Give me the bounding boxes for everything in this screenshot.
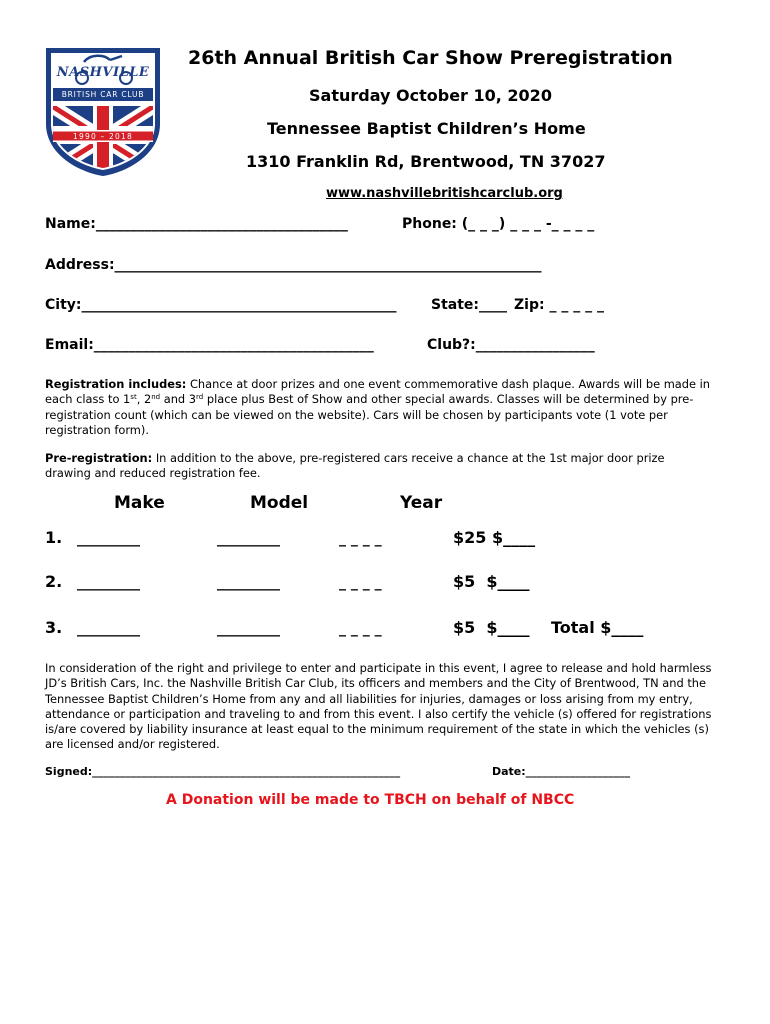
logo-name: NASHVILLE [56,65,150,80]
model-input[interactable]: _________ [217,621,280,637]
preregistration-label: Pre-registration: [45,451,153,465]
registration-text: , 2 [136,392,152,407]
event-date: Saturday October 10, 2020 [309,86,552,105]
donation-note: A Donation will be made to TBCH on behalf of NBCC [166,792,575,808]
zip-field[interactable]: Zip: _ _ _ _ _ [514,297,604,313]
event-venue: Tennessee Baptist Children’s Home [267,119,586,138]
registration-text: and 3 [160,392,197,407]
preregistration-text: In addition to the above, pre-registered cars receive a chance at the 1st major door prize drawing and reduced registration fee. [45,451,665,481]
logo-club-text: BRITISH CAR CLUB [61,90,145,99]
club-field[interactable]: Club?:_________________ [427,337,595,353]
row-number: 2. [45,572,63,591]
preregistration-paragraph [45,451,705,482]
signature-field[interactable]: Signed:________________________________________________________ [45,765,401,778]
date-field[interactable]: Date:___________________ [492,765,631,778]
ordinal-suffix: st [130,393,137,402]
make-input[interactable]: _________ [77,575,140,591]
phone-field[interactable]: Phone: (_ _ _) _ _ _ -_ _ _ _ [402,216,595,232]
year-input[interactable]: _ _ _ _ [339,575,382,591]
column-model: Model [250,493,309,513]
year-input[interactable]: _ _ _ _ [339,621,382,637]
price-field[interactable]: $5 $____ [453,618,530,637]
website-link[interactable]: www.nashvillebritishcarclub.org [326,186,563,201]
address-field[interactable]: Address:_____________________________________________________________ [45,257,542,273]
price-field[interactable]: $25 $____ [453,528,536,547]
make-input[interactable]: _________ [77,621,140,637]
page-title: 26th Annual British Car Show Preregistration [188,47,673,69]
registration-label: Registration includes: [45,377,187,391]
waiver-text: In consideration of the right and privilege to enter and participate in this event, I agree to release and hold harmless JD’s British Cars, Inc. the Nashville British Car Club, its officers and members and the City of Brentwood, TN and the Tennessee Baptist Children’s Home from any and all liabilities for injuries, damages or loss arising from my entry, attendance or participation and traveling to and from this event. I also certify the vehicle (s) offered for registrations is/are covered by liability insurance at least equal to the minimum requirement of the state in which the vehicles (s) are licensed and/or registered. [45,661,712,752]
row-number: 3. [45,618,63,637]
model-input[interactable]: _________ [217,531,280,547]
ordinal-suffix: rd [196,393,204,402]
event-address: 1310 Franklin Rd, Brentwood, TN 37027 [246,152,606,171]
year-input[interactable]: _ _ _ _ [339,531,382,547]
column-year: Year [400,493,443,513]
price-field[interactable]: $5 $____ [453,572,530,591]
registration-paragraph [45,377,735,438]
column-make: Make [114,493,165,513]
city-field[interactable]: City:_____________________________________________ [45,297,397,313]
name-field[interactable]: Name:____________________________________ [45,216,348,232]
total-field[interactable]: Total $____ [551,618,644,637]
logo-years: 1990 – 2018 [73,131,133,141]
model-input[interactable]: _________ [217,575,280,591]
make-input[interactable]: _________ [77,531,140,547]
row-number: 1. [45,528,63,547]
club-logo [44,46,162,178]
state-field[interactable]: State:____ [431,297,508,313]
registration-text: Chance at door prizes and one event commemorative dash plaque. Awards will be made in each class to 1 [45,377,711,407]
registration-text: place plus Best of Show and other special awards. Classes will be determined by pre-registration count (which can be viewed on the website). Cars will be chosen by participants vote (1 vote per registration form). [45,392,694,437]
ordinal-suffix: nd [151,393,161,402]
email-field[interactable]: Email:________________________________________ [45,337,374,353]
